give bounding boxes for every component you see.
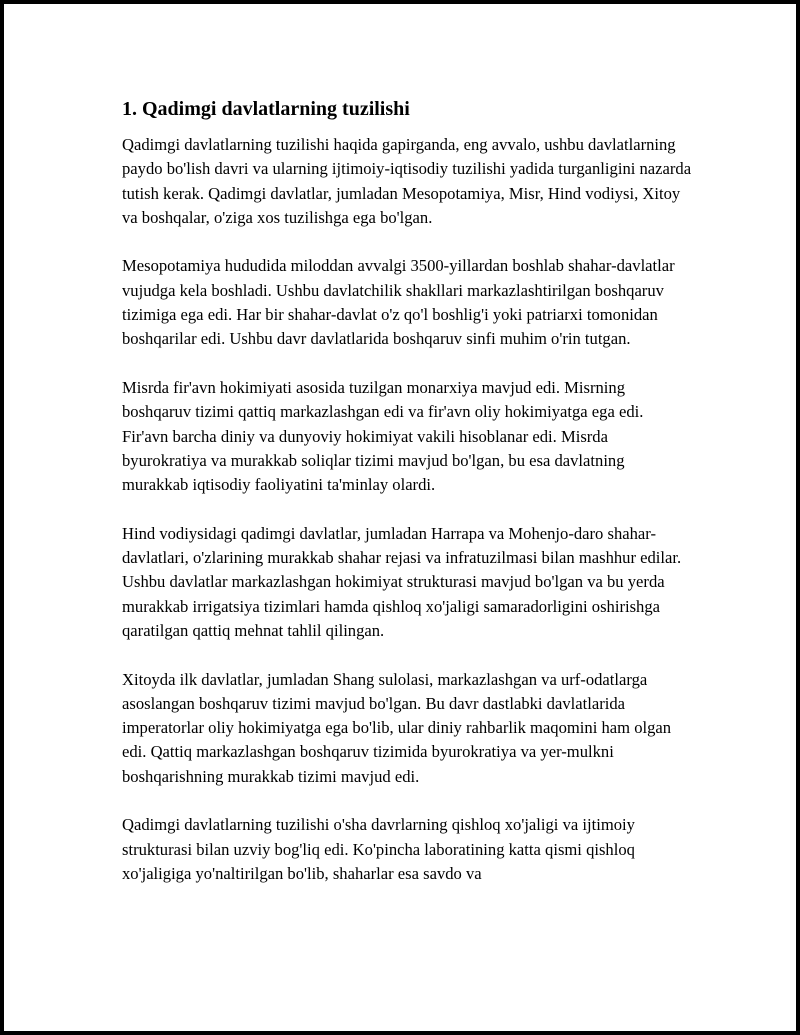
paragraph-1: Qadimgi davlatlarning tuzilishi haqida gapirganda, eng avvalo, ushbu davlatlarning paydo bo'lish davri va ularning ijtimoiy-iqtisodiy tuzilishi yadida turganligini nazarda tutish kerak. Qadimgi davlatlar, jumladan Mesopotamiya, Misr, Hind vodiysi, Xitoy va boshqalar, o'ziga xos tuzilishga ega bo'lgan.	[122, 135, 692, 227]
paragraph-5: Xitoyda ilk davlatlar, jumladan Shang sulolasi, markazlashgan va urf-odatlarga asoslangan boshqaruv tizimi mavjud bo'lgan. Bu davr dastlabki davlatlarida imperatorlar oliy hokimiyatga ega bo'lib, ular diniy rahbarlik maqomini ham olgan edi. Qattiq markazlashgan boshqaruv tizimida byurokratiya va yer-mulkni boshqarishning murakkab tizimi mavjud edi.	[122, 669, 672, 786]
paragraph-3: Misrda fir'avn hokimiyati asosida tuzilgan monarxiya mavjud edi. Misrning boshqaruv tizimi qattiq markazlashgan edi va fir'avn oliy hokimiyatga ega edi. Fir'avn barcha diniy va dunyoviy hokimiyat vakili hisoblanar edi. Misrda byurokratiya va murakkab soliqlar tizimi mavjud bo'lgan, bu esa davlatning murakkab iqtisodiy faoliyatini ta'minlay olardi.	[122, 377, 644, 495]
document-body	[122, 95, 692, 911]
paragraph-2: Mesopotamiya hududida miloddan avvalgi 3500-yillardan boshlab shahar-davlatlar vujudga kela boshladi. Ushbu davlatchilik shakllari markazlashtirilgan boshqaruv tizimiga ega edi. Har bir shahar-davlat o'z qo'l boshlig'i yoki patriarxi tomonidan boshqarilar edi. Ushbu davr davlatlarida boshqaruv sinfi muhim o'rin tutgan.	[122, 256, 675, 349]
paragraph-4: Hind vodiysidagi qadimgi davlatlar, jumladan Harrapa va Mohenjo-daro shahar-davlatlari, o'zlarining murakkab shahar rejasi va infratuzilmasi bilan mashhur edilar. Ushbu davlatlar markazlashgan hokimiyat strukturasi mavjud bo'lgan va bu yerda murakkab irrigatsiya tizimlari hamda qishloq xo'jaligi samaradorligini oshirishga qaratilgan qattiq mehnat tahlil qilingan.	[122, 523, 682, 640]
document-title: 1. Qadimgi davlatlarning tuzilishi	[122, 98, 410, 120]
paragraph-6: Qadimgi davlatlarning tuzilishi o'sha davrlarning qishloq xo'jaligi va ijtimoiy strukturasi bilan uzviy bog'liq edi. Ko'pincha laboratining katta qismi qishloq xo'jaligiga yo'naltirilgan bo'lib, shaharlar esa savdo va	[122, 815, 635, 883]
